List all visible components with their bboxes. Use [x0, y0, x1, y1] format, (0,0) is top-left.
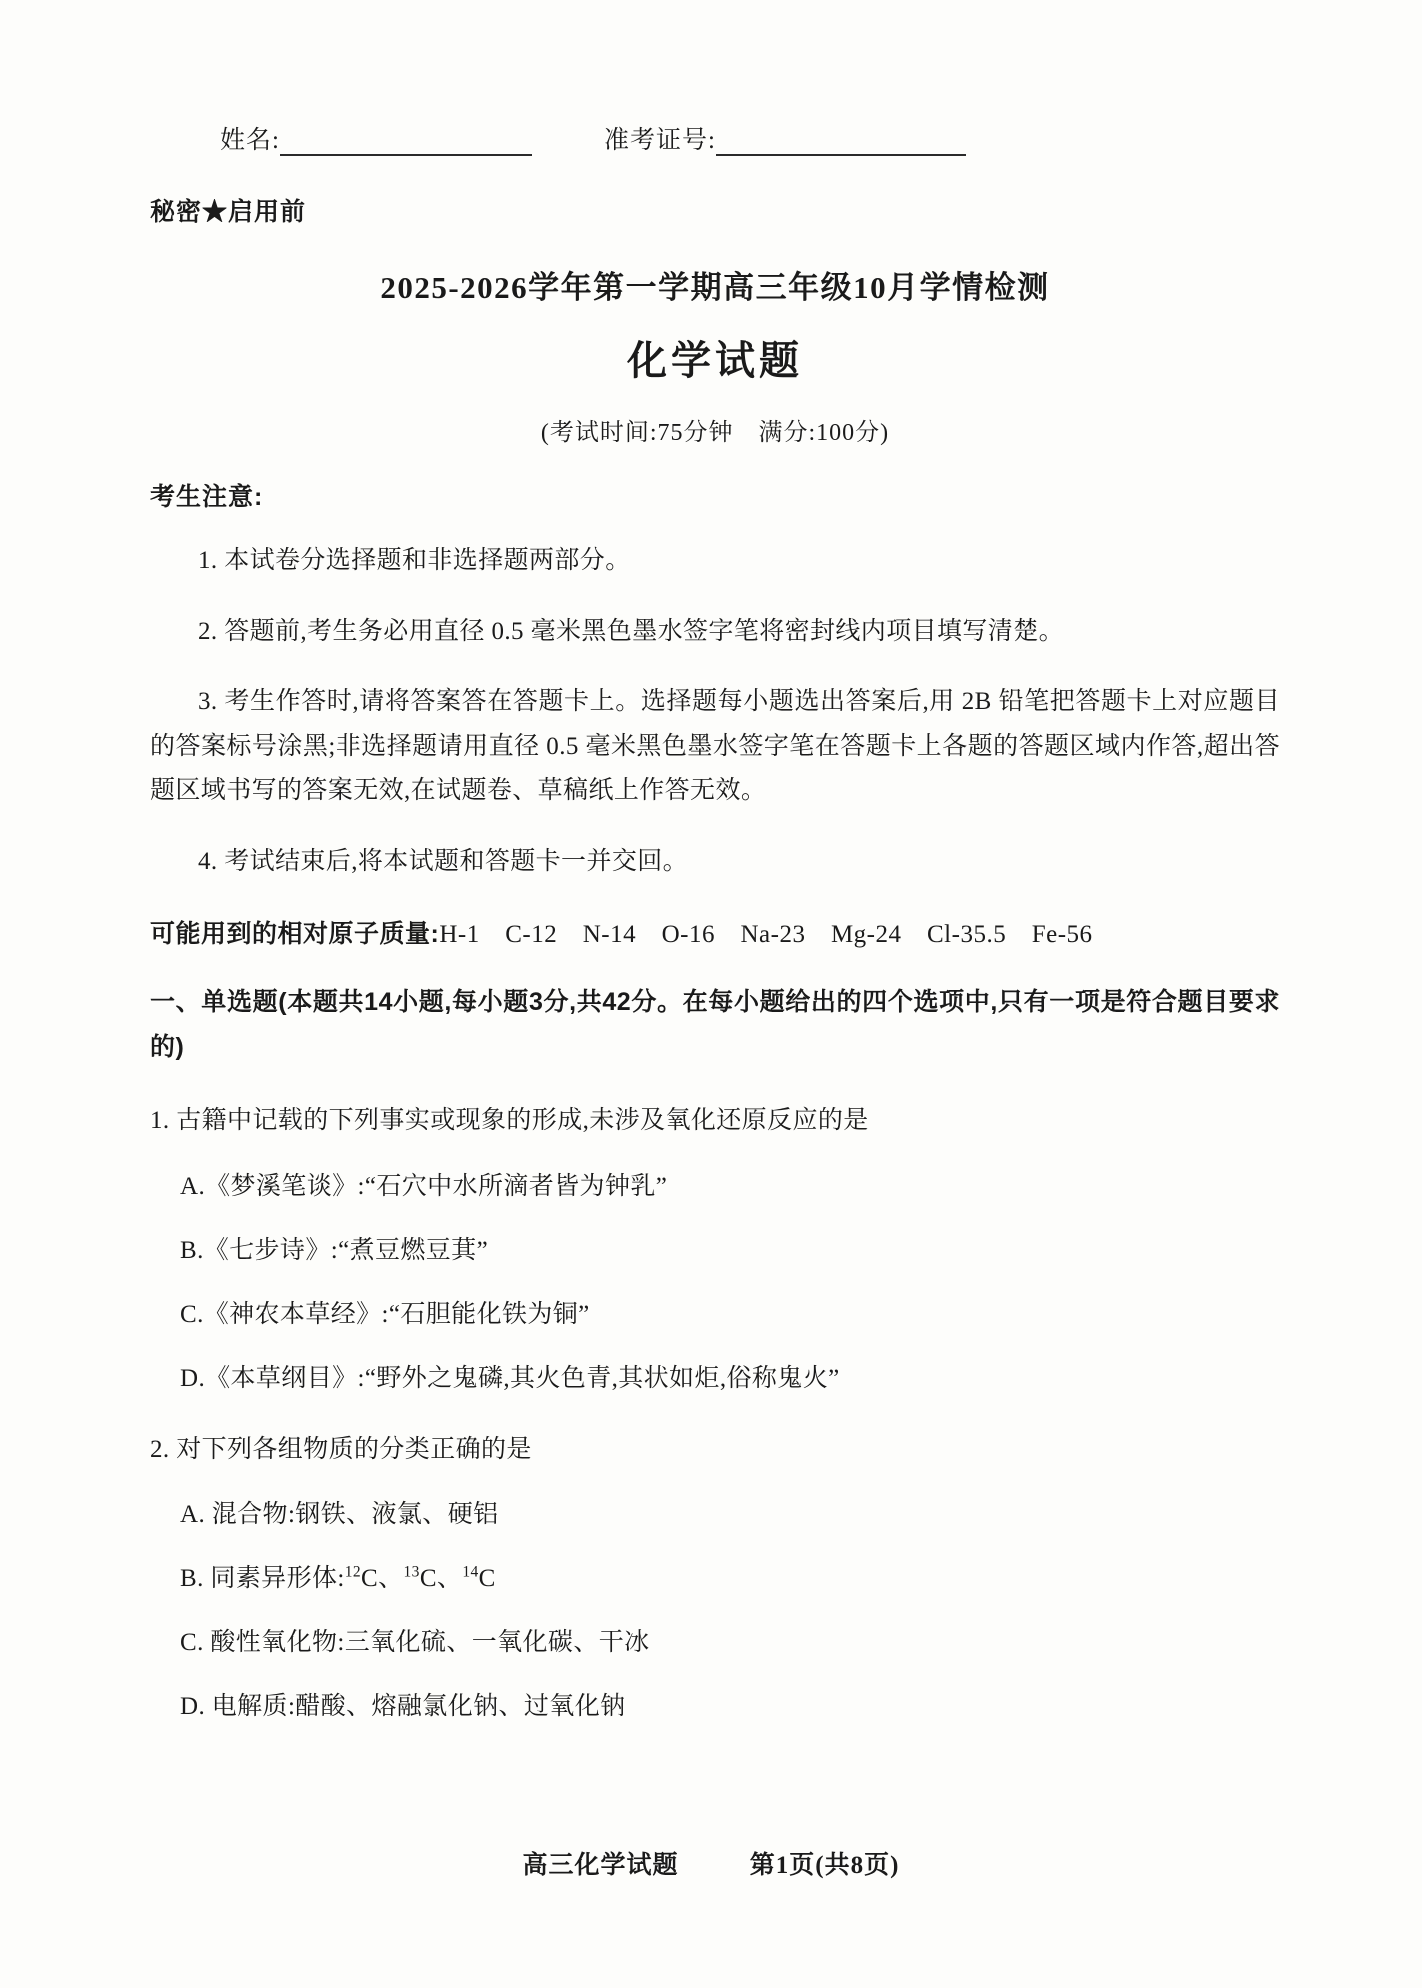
question-stem-1: 1. 古籍中记载的下列事实或现象的形成,未涉及氧化还原反应的是 — [150, 1107, 869, 1134]
notice-item-2: 2. 答题前,考生务必用直径 0.5 毫米黑色墨水签字笔将密封线内项目填写清楚。 — [198, 617, 1065, 645]
question-2-choice-b: B. 同素异形体:$^{12}$C、$^{13}$C、$^{14}$C — [180, 1563, 496, 1592]
relative-atomic-mass — [150, 914, 1280, 950]
question-1-choice-b: B.《七步诗》:“煮豆燃豆萁” — [180, 1236, 489, 1264]
question-1-choice-a: A.《梦溪笔谈》:“石穴中水所滴者皆为钟乳” — [180, 1172, 668, 1200]
exam-info: (考试时间:75分钟 满分:100分) — [540, 420, 890, 446]
ticket-label: 准考证号: — [603, 127, 716, 154]
student-id-row — [220, 120, 1280, 156]
name-label: 姓名: — [220, 127, 280, 154]
question-2-choice-d: D. 电解质:醋酸、熔融氯化钠、过氧化钠 — [180, 1693, 626, 1720]
question-2-choice-a: A. 混合物:钢铁、液氯、硬铝 — [180, 1501, 499, 1528]
ticket-field — [604, 120, 966, 156]
notice-item-3: 3. 考生作答时,请将答案答在答题卡上。选择题每小题选出答案后,用 2B 铅笔把答题卡上对应题目的答案标号涂黑;非选择题请用直径 0.5 毫米黑色墨水签字笔在答题卡上各题的答题区域内作答,超出答题区域书写的答案无效,在试题卷、草稿纸上作答无效。 — [150, 688, 1280, 804]
name-write-line — [280, 132, 532, 156]
page-title: 2025-2026学年第一学期高三年级10月学情检测 — [380, 270, 1050, 305]
page-content — [150, 120, 1280, 1727]
section-heading: 一、单选题(本题共14小题,每小题3分,共42分。在每小题给出的四个选项中,只有一项是符合题目要求的) — [150, 988, 1280, 1061]
footer-subject: 高三化学试题 — [522, 1851, 679, 1879]
ticket-write-line — [716, 132, 966, 156]
secret-notice: 秘密★启用前 — [150, 198, 307, 226]
question-stem-2: 2. 对下列各组物质的分类正确的是 — [150, 1435, 532, 1463]
question-1-choice-c: C.《神农本草经》:“石胆能化铁为铜” — [180, 1300, 590, 1328]
footer-page-number: 第1页(共8页) — [749, 1852, 900, 1879]
relative-mass-label: 可能用到的相对原子质量: — [150, 920, 440, 948]
page-footer — [0, 1845, 1422, 1881]
relative-mass-values: H-1 C-12 N-14 O-16 Na-23 Mg-24 Cl-35.5 Fe-56 — [439, 921, 1093, 948]
notice-item-1: 1. 本试卷分选择题和非选择题两部分。 — [198, 547, 631, 574]
name-field — [220, 120, 532, 156]
question-1-choice-d: D.《本草纲目》:“野外之鬼磷,其火色青,其状如炬,俗称鬼火” — [180, 1364, 840, 1392]
subject-title: 化学试题 — [627, 339, 803, 383]
question-2-choice-c: C. 酸性氧化物:三氧化硫、一氧化碳、干冰 — [180, 1629, 650, 1656]
notice-item-4: 4. 考试结束后,将本试题和答题卡一并交回。 — [198, 847, 689, 875]
notice-title: 考生注意: — [150, 483, 264, 511]
